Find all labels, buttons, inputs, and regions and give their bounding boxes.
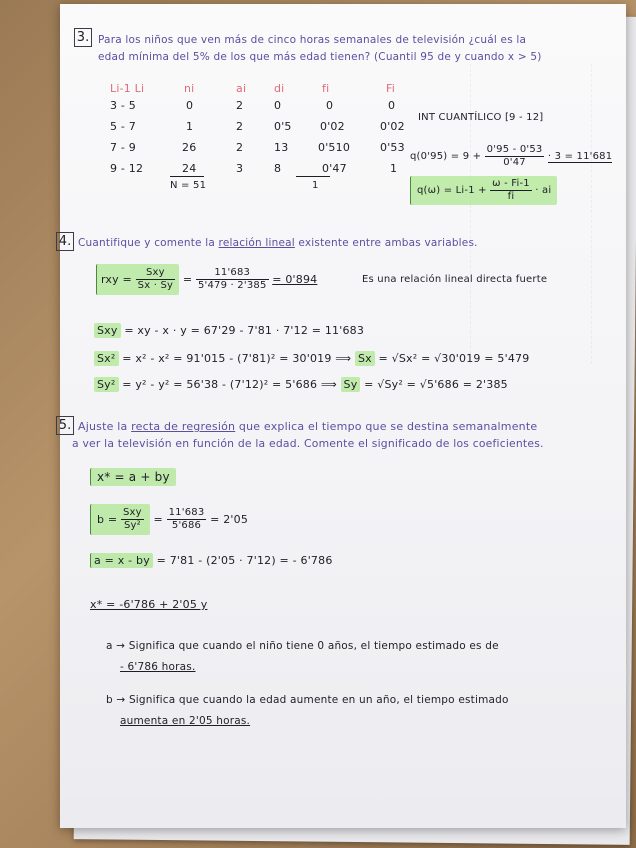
sx-label: Sx: [355, 351, 375, 366]
q5-text-line-1: [78, 420, 537, 433]
formula-lhs: q(ω) = Li-1 +: [417, 185, 487, 196]
q3-text-line-2: edad mínima del 5% de los que más edad tienen? (Cuantil 95 de y cuando x > 5): [98, 51, 542, 63]
a-comment-line-2: - 6'786 horas.: [120, 661, 196, 673]
b-comment-line-2: aumenta en 2'05 horas.: [120, 715, 251, 727]
q3-text-line-1: Para los niños que ven más de cinco horas semanales de televisión ¿cuál es la: [98, 34, 527, 46]
rxy-numerator-value: 11'683: [196, 267, 269, 280]
cell: 3: [236, 162, 244, 175]
correlation-comment: Es una relación lineal directa fuerte: [362, 274, 548, 285]
rxy-result: = 0'894: [272, 273, 318, 286]
a-comment-line-1: a → Significa que cuando el niño tiene 0 años, el tiempo estimado es de: [106, 640, 499, 652]
formula-fraction: [490, 178, 532, 203]
cell: 9 - 12: [110, 162, 144, 175]
cell: 26: [182, 141, 197, 154]
table-row: [110, 116, 426, 137]
b-denominator: Sy²: [123, 520, 141, 531]
rxy-eq: =: [182, 273, 193, 286]
cell: 0: [186, 99, 194, 112]
fitted-line-equation: x* = -6'786 + 2'05 y: [90, 598, 208, 611]
b-result: = 2'05: [210, 513, 249, 526]
b-box: [90, 504, 150, 535]
a-label: a = x - by: [90, 553, 153, 568]
a-calc: = 7'81 - (2'05 · 7'12) = - 6'786: [156, 554, 333, 567]
b-lhs: b =: [97, 513, 118, 526]
quantile-formula: [410, 176, 557, 205]
q4-text-post: existente entre ambas variables.: [294, 237, 478, 249]
formula-denominator: fi: [507, 191, 515, 202]
cell: 0'5: [274, 120, 292, 133]
q4-text: [78, 237, 478, 249]
table-sum-line-f: [296, 176, 330, 177]
calc-rhs: · 3 = 11'681: [547, 151, 613, 162]
table-row: [110, 95, 426, 116]
cell: 3 - 5: [110, 99, 136, 112]
q4-text-key: relación lineal: [218, 237, 295, 249]
table-row: [110, 158, 426, 179]
frequency-table: [110, 82, 426, 179]
sy2-calc: = y² - y² = 56'38 - (7'12)² = 5'686 ⟹: [122, 378, 337, 391]
cell: 7 - 9: [110, 141, 136, 154]
q4-number-box: [56, 232, 74, 251]
q5-text-post: que explica el tiempo que se destina semanalmente: [235, 420, 538, 433]
cell: 0'47: [322, 162, 347, 175]
calc-denominator: 0'47: [503, 157, 526, 168]
header-ai: ai: [236, 82, 247, 95]
cell: 0'02: [380, 120, 405, 133]
calc-fraction: [485, 144, 545, 169]
b-numerator: Sxy: [123, 507, 142, 518]
sx-calc: = √Sx² = √30'019 = 5'479: [378, 352, 530, 365]
quantile-calculation: [410, 144, 612, 169]
b-comment-line-1: b → Significa que cuando la edad aumente en un año, el tiempo estimado: [106, 694, 509, 706]
sxy-label: Sxy: [94, 323, 121, 338]
cell: 2: [236, 120, 244, 133]
cell: 1: [390, 162, 398, 175]
b-fraction-values: [167, 507, 207, 532]
q5-text-key: recta de regresión: [131, 420, 236, 433]
cell: 0'510: [318, 141, 351, 154]
rxy-fraction-values: [196, 267, 269, 292]
formula-rhs: · ai: [535, 185, 552, 196]
cell: 2: [236, 141, 244, 154]
calc-numerator: 0'95 - 0'53: [486, 144, 543, 155]
rxy-lhs: rxy =: [101, 273, 132, 286]
cell: 2: [236, 99, 244, 112]
table-header-row: [110, 82, 426, 95]
notebook-page: [60, 4, 626, 828]
table-total-n: N = 51: [170, 180, 207, 191]
cell: 24: [182, 162, 197, 175]
rxy-box: [96, 264, 179, 295]
sxy-calc: = xy - x · y = 67'29 - 7'81 · 7'12 = 11'683: [124, 324, 365, 337]
sx2-calc: = x² - x² = 91'015 - (7'81)² = 30'019 ⟹: [122, 352, 352, 365]
q4-text-pre: Cuantifique y comente la: [78, 237, 219, 249]
show-through-marks: [470, 64, 592, 364]
q4-number: 4.: [58, 234, 72, 249]
cell: 13: [274, 141, 289, 154]
header-Fi: Fi: [386, 82, 395, 95]
cell: 0'53: [380, 141, 405, 154]
q5-number: 5.: [58, 418, 72, 433]
cell: 0'02: [320, 120, 345, 133]
cell: 0: [388, 99, 396, 112]
q5-text-line-2: a ver la televisión en función de la edad. Comente el significado de los coeficientes.: [72, 437, 544, 450]
table-sum-line-n: [170, 176, 204, 177]
table-total-f: 1: [312, 180, 319, 191]
q3-number: 3.: [76, 30, 90, 45]
formula-numerator: ω - Fi-1: [492, 178, 530, 189]
cell: 0: [274, 99, 282, 112]
correlation-formula: [96, 264, 317, 295]
cell: 8: [274, 162, 282, 175]
b-denominator-value: 5'686: [171, 520, 202, 531]
rxy-denominator-value: 5'479 · 2'385: [197, 280, 267, 291]
calc-lhs: q(0'95) = 9 +: [410, 151, 482, 162]
sy-label: Sy: [341, 377, 361, 392]
rxy-fraction: [136, 267, 175, 292]
header-ni: ni: [184, 82, 195, 95]
cell: 0: [326, 99, 334, 112]
sy-calc: = √Sy² = √5'686 = 2'385: [364, 378, 508, 391]
variance-y-line: [94, 378, 508, 391]
rxy-numerator: Sxy: [136, 267, 175, 280]
header-interval: Li-1 Li: [110, 82, 145, 95]
rxy-denominator: Sx · Sy: [137, 280, 174, 291]
covariance-line: [94, 324, 364, 337]
header-di: di: [274, 82, 285, 95]
table-row: [110, 137, 426, 158]
sx2-label: Sx²: [94, 351, 119, 366]
variance-x-line: [94, 352, 529, 365]
b-numerator-value: 11'683: [168, 507, 205, 518]
sy2-label: Sy²: [94, 377, 119, 392]
cell: 1: [186, 120, 194, 133]
quantile-interval-label: INT CUANTÍLICO [9 - 12]: [418, 112, 544, 123]
cell: 5 - 7: [110, 120, 136, 133]
q3-number-box: [74, 28, 92, 47]
intercept-line: [90, 554, 333, 567]
regression-model: x* = a + by: [90, 468, 176, 486]
header-fi: fi: [322, 82, 330, 95]
b-fraction: [121, 507, 144, 532]
q5-text-pre: Ajuste la: [78, 420, 132, 433]
q5-number-box: [56, 416, 74, 435]
b-eq: =: [153, 513, 163, 526]
slope-formula: [90, 504, 248, 535]
